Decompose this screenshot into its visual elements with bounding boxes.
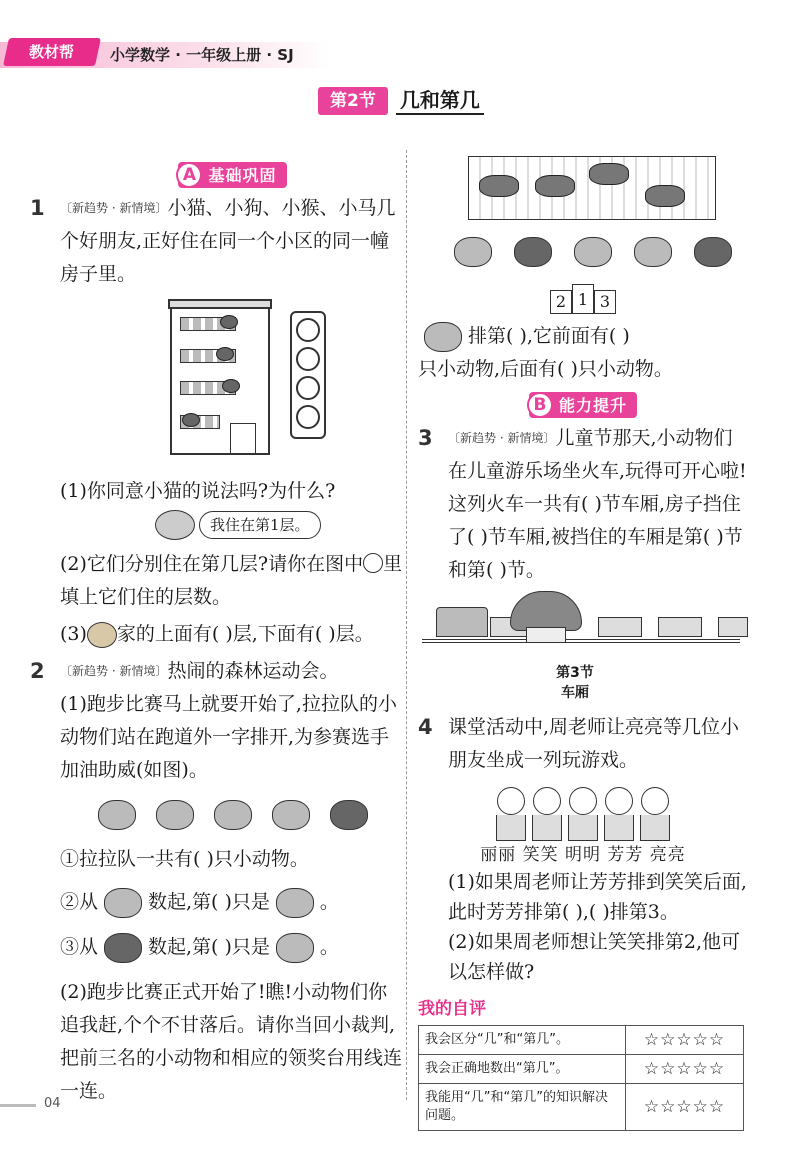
- child-icon: [603, 787, 635, 843]
- dog-icon: [220, 315, 238, 329]
- question-1-sub2a: (2)它们分别住在第几层?请你在图中: [60, 553, 364, 575]
- question-4-sub2: (2)如果周老师想让笑笑排第2,他可以怎样做?: [448, 931, 741, 983]
- question-3-tag: 〔新趋势 · 新情境〕: [448, 431, 556, 445]
- eval-item: 我会区分“几”和“第几”。: [419, 1026, 626, 1055]
- question-1-sub1: (1)你同意小猫的说法吗?为什么?: [60, 480, 336, 502]
- train-car: [718, 617, 748, 637]
- self-eval-table: [418, 1025, 744, 1131]
- children-names: 丽丽 笑笑 明明 芳芳 亮亮: [480, 845, 686, 865]
- page-header: [0, 36, 330, 70]
- podium-third: 3: [594, 290, 616, 314]
- question-2-line2b: 数起,第( )只是: [148, 891, 270, 913]
- question-1-sub2b: 里填上它们住的层数。: [60, 553, 403, 608]
- door-icon: [230, 423, 256, 453]
- children-figure: [418, 781, 748, 843]
- fox-icon: [514, 237, 552, 267]
- question-1-number: 1: [30, 196, 45, 220]
- question-4-text: 课堂活动中,周老师让亮亮等几位小朋友坐成一列玩游戏。: [448, 716, 740, 771]
- badge-a-letter: A: [176, 162, 202, 188]
- question-2-period: 。: [319, 891, 339, 913]
- table-row: [419, 1026, 744, 1055]
- train-car: [658, 617, 702, 637]
- goat-line1: 排第( ),它前面有( ): [468, 325, 630, 347]
- horse-icon: [222, 379, 240, 393]
- question-2-tag: 〔新趋势 · 新情境〕: [60, 664, 168, 678]
- course-title: 小学数学 · 一年级上册 · SJ: [110, 46, 294, 64]
- child-icon: [567, 787, 599, 843]
- section-name: 几和第几: [396, 87, 484, 115]
- question-4: [418, 711, 748, 777]
- bird-icon: [214, 800, 252, 830]
- floor-circles: [290, 311, 326, 439]
- question-2-sub1: (1)跑步比赛马上就要开始了,拉拉队的小动物们站在跑道外一字排开,为参赛选手加油助威(如图)。: [60, 693, 397, 781]
- train-label-line1: 第3节: [556, 665, 594, 681]
- brand-logo: [3, 38, 101, 66]
- question-2-period: 。: [319, 936, 339, 958]
- train-figure: [418, 591, 748, 663]
- question-2-line3b: 数起,第( )只是: [148, 936, 270, 958]
- eval-item: 我会正确地数出“第几”。: [419, 1055, 626, 1084]
- goat-icon: [424, 322, 462, 352]
- question-2-line2a: ②从: [60, 891, 99, 913]
- page-number-text: 04: [44, 1096, 61, 1111]
- eval-item: 我能用“几”和“第几”的知识解决问题。: [419, 1084, 626, 1131]
- monkey-face-icon: [87, 622, 117, 648]
- train-label-line2: 车厢: [561, 685, 589, 701]
- monkey-icon: [216, 347, 234, 361]
- goat-icon: [634, 237, 672, 267]
- question-1: [30, 192, 405, 651]
- question-2-line3a: ③从: [60, 936, 99, 958]
- question-4-number: 4: [418, 715, 433, 739]
- speech-bubble: 我住在第1层。: [199, 511, 321, 539]
- fox-icon: [104, 933, 142, 963]
- child-icon: [639, 787, 671, 843]
- question-1-sub3b: 家的上面有( )层,下面有( )层。: [116, 623, 374, 645]
- self-eval-title: 我的自评: [418, 999, 486, 1019]
- question-2-text: 热闹的森林运动会。: [167, 660, 339, 682]
- table-row: [419, 1084, 744, 1131]
- badge-b-letter: B: [527, 392, 553, 418]
- eval-stars[interactable]: ☆☆☆☆☆: [626, 1026, 744, 1055]
- deer-icon: [454, 237, 492, 267]
- question-4-sub1: (1)如果周老师让芳芳排到笑笑后面,此时芳芳排第( ),( )排第3。: [448, 871, 747, 923]
- race-figure: [468, 156, 716, 220]
- question-3: [418, 422, 748, 587]
- cheer-animals: [60, 793, 405, 837]
- rabbit-icon: [272, 800, 310, 830]
- rabbit-icon: [276, 933, 314, 963]
- rabbit-icon: [276, 888, 314, 918]
- question-2-line1: ①拉拉队一共有( )只小动物。: [60, 848, 309, 870]
- panda-icon: [694, 237, 732, 267]
- section-title: [318, 86, 484, 116]
- mushroom-house-icon: [510, 591, 582, 631]
- goat-line2: 只小动物,后面有( )只小动物。: [418, 358, 673, 380]
- deer-icon: [479, 175, 519, 197]
- cat-face-icon: [155, 510, 195, 540]
- badge-a: [60, 162, 405, 188]
- table-row: [419, 1055, 744, 1084]
- question-1-text: 小猫、小狗、小猴、小马几个好朋友,正好住在同一个小区的同一幢房子里。: [60, 197, 396, 285]
- question-3-text: 儿童节那天,小动物们在儿童游乐场坐火车,玩得可开心啦!这列火车一共有( )节车厢,房子挡住了( )节车厢,被挡住的车厢是第( )节和第( )节。: [448, 427, 747, 581]
- badge-a-text: 基础巩固: [208, 165, 277, 185]
- question-2-sub2: (2)跑步比赛正式开始了!瞧!小动物们你追我赶,个个不甘落后。请你当回小裁判,把前三名的小动物和相应的领奖台用线连一连。: [60, 981, 403, 1102]
- brand-text: 教材帮: [29, 43, 75, 61]
- question-2-number: 2: [30, 659, 45, 683]
- building-icon: [170, 305, 270, 455]
- bee-icon: [156, 800, 194, 830]
- fox-icon: [535, 175, 575, 197]
- squirrel-icon: [574, 237, 612, 267]
- frog-icon: [98, 800, 136, 830]
- question-3-number: 3: [418, 426, 433, 450]
- eval-stars[interactable]: ☆☆☆☆☆: [626, 1055, 744, 1084]
- badge-b-text: 能力提升: [558, 395, 627, 415]
- cat-icon: [182, 413, 200, 427]
- goat-icon: [589, 163, 629, 185]
- building-figure: [60, 305, 405, 475]
- page-number: [0, 1096, 70, 1116]
- contestant-animals: [448, 226, 748, 278]
- panda-icon: [645, 185, 685, 207]
- section-number: 第2节: [318, 87, 388, 115]
- cat-speech: [155, 508, 405, 544]
- train-label: [402, 663, 748, 703]
- question-1-sub3a: (3): [60, 623, 87, 645]
- frog-icon: [104, 888, 142, 918]
- column-divider: [406, 150, 407, 1100]
- podium: [418, 284, 748, 314]
- circle-icon: [363, 553, 383, 573]
- podium-second: 2: [550, 290, 572, 314]
- train-car: [598, 617, 642, 637]
- badge-b: [418, 392, 748, 418]
- eval-stars[interactable]: ☆☆☆☆☆: [626, 1084, 744, 1131]
- child-icon: [531, 787, 563, 843]
- right-column: [418, 156, 748, 1131]
- fox-icon: [330, 800, 368, 830]
- locomotive-icon: [436, 607, 488, 637]
- question-1-tag: 〔新趋势 · 新情境〕: [60, 201, 168, 215]
- podium-first: 1: [572, 284, 594, 314]
- child-icon: [495, 787, 527, 843]
